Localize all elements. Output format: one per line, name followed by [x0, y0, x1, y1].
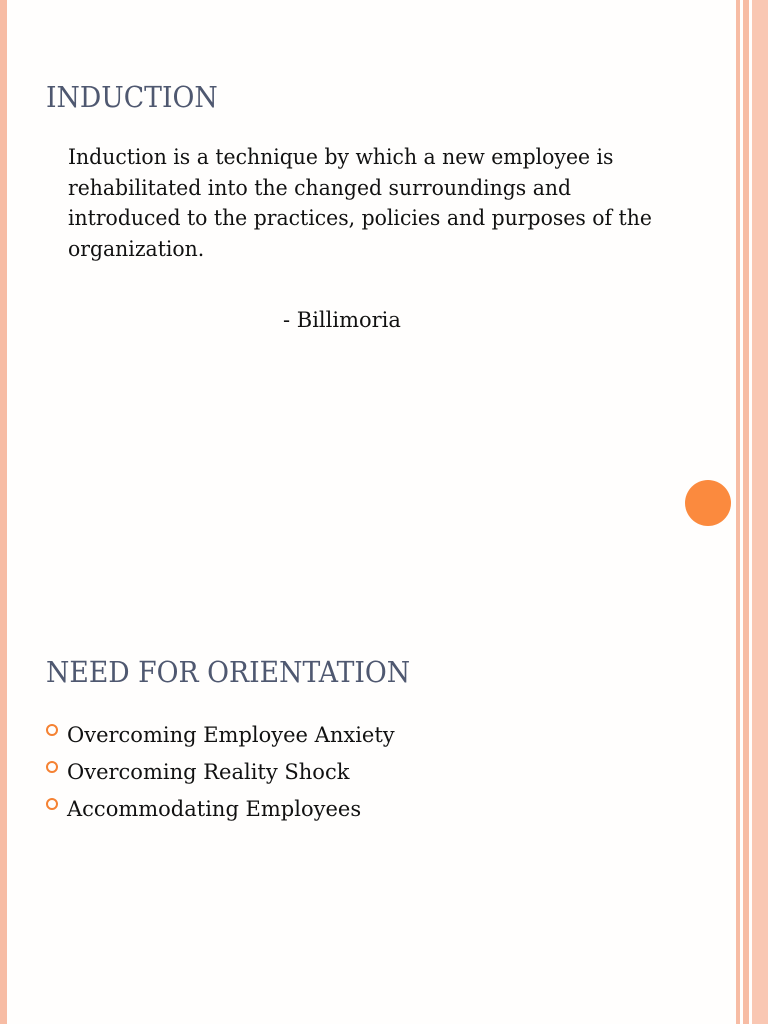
list-item: [46, 753, 395, 790]
induction-title: INDUCTION: [46, 80, 218, 114]
circle-bullet-icon: [46, 798, 58, 810]
list-item: [46, 790, 395, 827]
orange-circle-divider-icon: [685, 480, 731, 526]
quote-attribution: - Billimoria: [283, 308, 401, 332]
right-border-stripe-thin: [736, 0, 740, 1024]
right-border-stripe-wide: [752, 0, 768, 1024]
list-item-text: Overcoming Reality Shock: [67, 759, 350, 784]
list-item-text: Overcoming Employee Anxiety: [67, 722, 395, 747]
list-item-text: Accommodating Employees: [67, 796, 362, 821]
left-border-stripe: [0, 0, 7, 1024]
circle-bullet-icon: [46, 761, 58, 773]
orientation-title: NEED FOR ORIENTATION: [46, 655, 411, 689]
induction-definition-quote: Induction is a technique by which a new employee is rehabilitated into the changed surroundings and introduced to the practices, policies and purposes of the organization.: [68, 145, 652, 261]
list-item: [46, 716, 395, 753]
orientation-needs-list: [46, 716, 395, 827]
circle-bullet-icon: [46, 724, 58, 736]
right-border-stripe-medium: [743, 0, 749, 1024]
